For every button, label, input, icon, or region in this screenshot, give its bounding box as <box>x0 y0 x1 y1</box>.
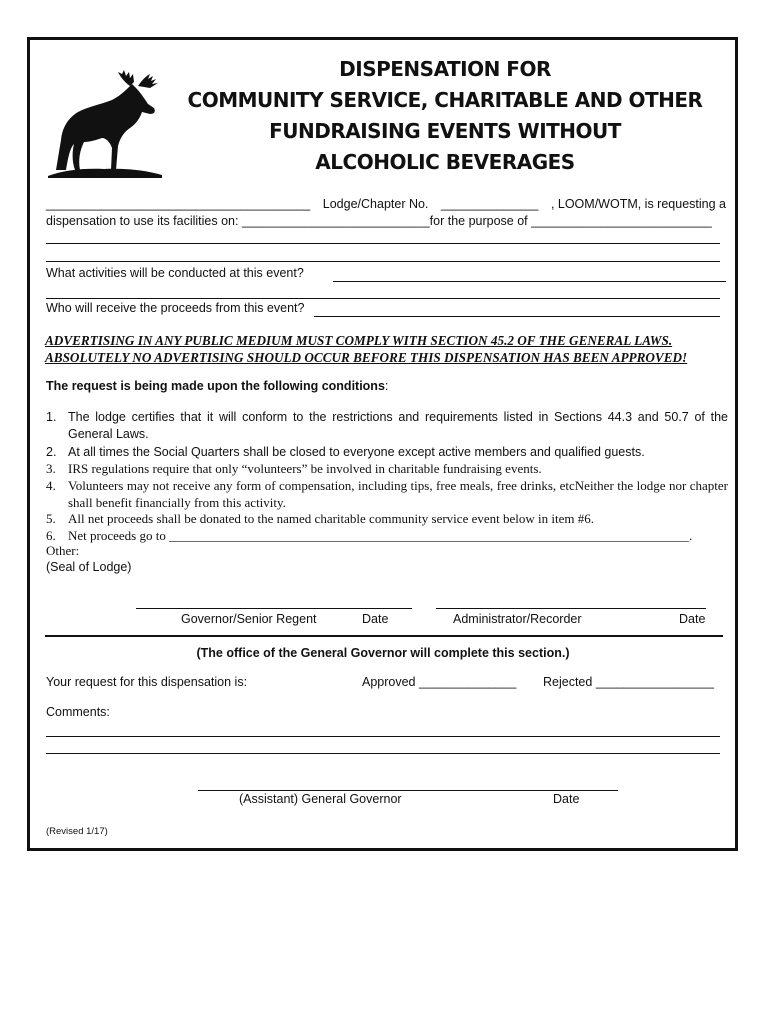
moose-icon <box>44 70 166 180</box>
rejected-label: Rejected <box>543 675 593 689</box>
purpose-field[interactable]: __________________________ <box>531 214 712 228</box>
comments-label: Comments: <box>46 705 110 719</box>
title-line-1: DISPENSATION FOR <box>339 57 551 81</box>
comments-line-2[interactable] <box>46 753 720 754</box>
activities-question: What activities will be conducted at this event? <box>46 266 304 280</box>
condition-text: At all times the Social Quarters shall be closed to everyone except active members and qualified guests. <box>68 445 645 459</box>
request-line-2 <box>46 214 712 228</box>
approved-field[interactable]: ______________ <box>419 675 517 689</box>
condition-item-1 <box>46 409 726 443</box>
seal-label: (Seal of Lodge) <box>46 560 132 574</box>
governor-signature-line[interactable] <box>136 608 412 609</box>
revision-note: (Revised 1/17) <box>46 826 108 837</box>
administrator-signature-line[interactable] <box>436 608 706 609</box>
title-line-3: FUNDRAISING EVENTS WITHOUT <box>269 119 621 143</box>
general-governor-label: (Assistant) General Governor <box>239 792 402 806</box>
title-line-4: ALCOHOLIC BEVERAGES <box>315 150 575 174</box>
conditions-heading-colon: : <box>384 379 389 393</box>
lodge-number-field[interactable]: ______________ <box>441 197 539 211</box>
condition-text: All net proceeds shall be donated to the named charitable community service event below in item #6. <box>68 511 594 526</box>
advertising-notice-2: ABSOLUTELY NO ADVERTISING SHOULD OCCUR BEFORE THIS DISPENSATION HAS BEEN APPROVED! <box>45 350 688 365</box>
comments-line-1[interactable] <box>46 736 720 737</box>
approved-group <box>362 675 516 689</box>
approved-label: Approved <box>362 675 416 689</box>
condition-number: 4. <box>46 478 56 493</box>
purpose-line-2[interactable] <box>46 261 720 262</box>
governor-date-label: Date <box>362 612 389 626</box>
section-divider <box>45 635 723 637</box>
conditions-heading <box>46 379 388 393</box>
activities-line-2[interactable] <box>46 298 720 299</box>
purpose-label: for the purpose of <box>429 214 528 228</box>
general-governor-date-label: Date <box>553 792 580 806</box>
activities-field[interactable] <box>333 281 726 282</box>
condition-number: 1. <box>46 410 57 424</box>
condition-number: 2. <box>46 445 57 459</box>
condition-number: 5. <box>46 511 56 526</box>
facilities-date-field[interactable]: ___________________________ <box>241 214 430 228</box>
proceeds-field[interactable] <box>314 316 720 317</box>
administrator-date-label: Date <box>679 612 706 626</box>
condition-text: The lodge certifies that it will conform to the restrictions and requirements listed in Sections 44.3 and 50.7 of the General Laws. <box>68 410 728 441</box>
facilities-label: dispensation to use its facilities on: <box>46 214 239 228</box>
condition-number: 6. <box>46 528 56 543</box>
conditions-heading-text: The request is being made upon the following conditions <box>46 379 385 393</box>
lodge-name-field[interactable]: ______________________________________ <box>46 197 311 211</box>
request-line-1 <box>46 197 726 211</box>
advertising-notice-1: ADVERTISING IN ANY PUBLIC MEDIUM MUST COMPLY WITH SECTION 45.2 OF THE GENERAL LAWS. <box>45 333 673 348</box>
office-heading: (The office of the General Governor will complete this section.) <box>196 646 570 660</box>
form-title <box>170 54 720 178</box>
general-governor-signature-line[interactable] <box>198 790 618 791</box>
governor-label: Governor/Senior Regent <box>181 612 317 626</box>
rejected-group <box>543 675 714 689</box>
administrator-label: Administrator/Recorder <box>453 612 582 626</box>
lodge-chapter-label: Lodge/Chapter No. <box>322 197 429 211</box>
title-line-2: COMMUNITY SERVICE, CHARITABLE AND OTHER <box>187 88 703 112</box>
loom-text: , LOOM/WOTM, is requesting a <box>550 197 726 211</box>
proceeds-question: Who will receive the proceeds from this event? <box>46 301 305 315</box>
request-status-label: Your request for this dispensation is: <box>46 675 248 689</box>
condition-number: 3. <box>46 461 56 476</box>
condition-text: IRS regulations require that only “volunteers” be involved in charitable fundraising events. <box>68 461 542 476</box>
purpose-line-1[interactable] <box>46 243 720 244</box>
condition-text: Volunteers may not receive any form of compensation, including tips, free meals, free drinks, etcNeither the lodge nor chapter shall benefit financially from this activity. <box>68 478 728 510</box>
net-proceeds-field[interactable]: Net proceeds go to ________________________________________________________________________________. <box>68 528 693 543</box>
other-label: Other: <box>46 543 80 558</box>
rejected-field[interactable]: _________________ <box>595 675 715 689</box>
